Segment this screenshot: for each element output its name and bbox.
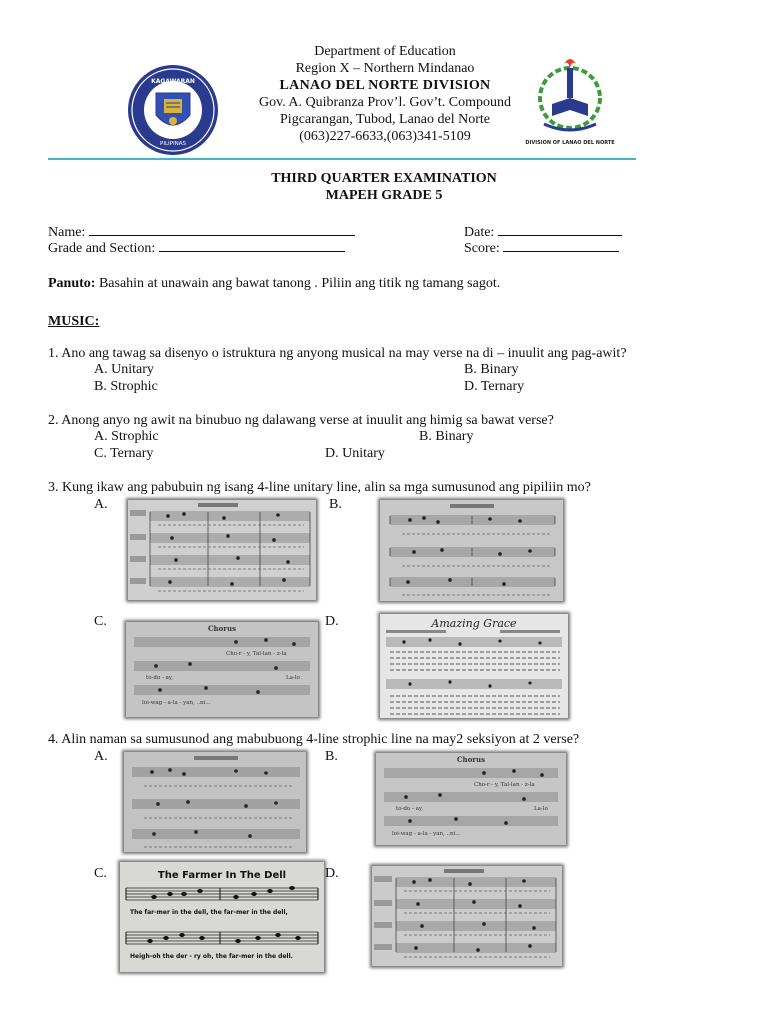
- svg-text:KAGAWARAN: KAGAWARAN: [151, 78, 195, 85]
- division-logo: [525, 54, 615, 150]
- q4-b-lyric-3: to-do - ay,: [396, 806, 423, 812]
- q3-option-a[interactable]: A.: [94, 497, 108, 512]
- instructions-text: Basahin at unawain ang bawat tanong . Piliin ang titik ng tamang sagot.: [98, 276, 501, 291]
- division-logo-caption: DIVISION OF LANAO DEL NORTE: [525, 140, 615, 146]
- q4-c-farmer-title: The Farmer In The Dell: [157, 870, 287, 881]
- q4-b-lyric-4: loi-wag - a-la - yan, ..ni...: [392, 831, 461, 837]
- q2-option-d[interactable]: D. Unitary: [325, 446, 385, 461]
- q1-option-b-binary[interactable]: B. Binary: [464, 362, 519, 377]
- q4-option-a[interactable]: A.: [94, 749, 108, 764]
- exam-title: THIRD QUARTER EXAMINATION: [271, 171, 497, 186]
- header-line-6: (063)227-6633,(063)341-5109: [299, 129, 471, 144]
- date-label: Date:: [464, 225, 495, 240]
- q1-option-b-strophic[interactable]: B. Strophic: [94, 379, 158, 394]
- q4-b-lyric-1: Cho-r - y, Tal-lan - z-la: [474, 782, 535, 788]
- q3-a-score-image[interactable]: [128, 500, 316, 600]
- q4-c-lyric-1: The far-mer in the dell, the far-mer in the dell,: [130, 909, 288, 916]
- q4-b-score-image[interactable]: [376, 753, 566, 845]
- question-1: 1. Ano ang tawag sa disenyo o istruktura ng anyong musical na may verse na di – inuulit ang pag-awit?: [48, 346, 627, 361]
- grade-section-field[interactable]: [48, 239, 345, 257]
- q3-c-chorus-title: Chorus: [207, 624, 237, 633]
- question-4: 4. Alin naman sa sumusunod ang mabubuong 4-line strophic line na may2 seksiyon at 2 verse?: [48, 732, 580, 747]
- header-line-2: Region X – Northern Mindanao: [295, 61, 475, 76]
- q3-c-lyric-4: loi-wag - a-la - yan, ..ni...: [142, 700, 211, 706]
- q4-b-lyric-2: La-lo: [534, 806, 548, 812]
- grade-section-blank[interactable]: [159, 239, 345, 252]
- q1-option-d[interactable]: D. Ternary: [464, 379, 525, 394]
- grade-section-label: Grade and Section:: [48, 241, 156, 256]
- header-divider: [48, 158, 636, 160]
- q3-option-b[interactable]: B.: [329, 497, 342, 512]
- question-3: 3. Kung ikaw ang pabubuin ng isang 4-line unitary line, alin sa mga sumusunod ang pipiliin mo?: [48, 480, 591, 495]
- q3-b-score-image[interactable]: [380, 500, 563, 601]
- q4-d-score-image[interactable]: [372, 866, 562, 966]
- q2-option-a[interactable]: A. Strophic: [94, 429, 159, 444]
- svg-text:PILIPINAS: PILIPINAS: [160, 141, 186, 147]
- section-heading: MUSIC:: [48, 314, 100, 329]
- q3-c-lyric-3: to-do - ay,: [146, 675, 173, 681]
- q1-option-a[interactable]: A. Unitary: [94, 362, 154, 377]
- q3-c-lyric-2: La-lo: [286, 675, 300, 681]
- q3-option-d[interactable]: D.: [325, 614, 339, 629]
- q4-c-score-image[interactable]: [120, 862, 324, 972]
- instructions-label: Panuto:: [48, 276, 96, 291]
- q2-option-b[interactable]: B. Binary: [419, 429, 474, 444]
- q3-c-lyric-1: Cho-r - y, Tal-lan - z-la: [226, 651, 287, 657]
- score-blank[interactable]: [503, 239, 619, 252]
- name-label: Name:: [48, 225, 86, 240]
- question-2: 2. Anong anyo ng awit na binubuo ng dalawang verse at inuulit ang himig sa bawat verse?: [48, 413, 554, 428]
- score-field[interactable]: [464, 239, 619, 257]
- q4-option-c[interactable]: C.: [94, 866, 107, 881]
- instructions: [48, 276, 500, 292]
- exam-subtitle: MAPEH GRADE 5: [325, 188, 443, 203]
- header-line-4: Gov. A. Quibranza Prov’l. Gov’t. Compound: [259, 95, 511, 110]
- name-blank[interactable]: [89, 223, 355, 236]
- header-line-1: Department of Education: [314, 44, 456, 59]
- date-blank[interactable]: [498, 223, 622, 236]
- q4-c-lyric-2: Heigh-oh the der - ry oh, the far-mer in the dell.: [130, 953, 293, 960]
- header-line-5: Pigcarangan, Tubod, Lanao del Norte: [280, 112, 490, 127]
- q4-a-score-image[interactable]: [124, 752, 306, 852]
- q4-option-b[interactable]: B.: [325, 749, 338, 764]
- q3-d-amazing-grace-title: Amazing Grace: [431, 617, 517, 630]
- score-label: Score:: [464, 241, 500, 256]
- header-line-3: LANAO DEL NORTE DIVISION: [279, 78, 491, 93]
- q3-d-score-image[interactable]: [380, 614, 568, 718]
- q3-option-c[interactable]: C.: [94, 614, 107, 629]
- q3-c-score-image[interactable]: [126, 622, 318, 717]
- q4-b-chorus-title: Chorus: [456, 755, 486, 764]
- q4-option-d[interactable]: D.: [325, 866, 339, 881]
- q2-option-c[interactable]: C. Ternary: [94, 446, 154, 461]
